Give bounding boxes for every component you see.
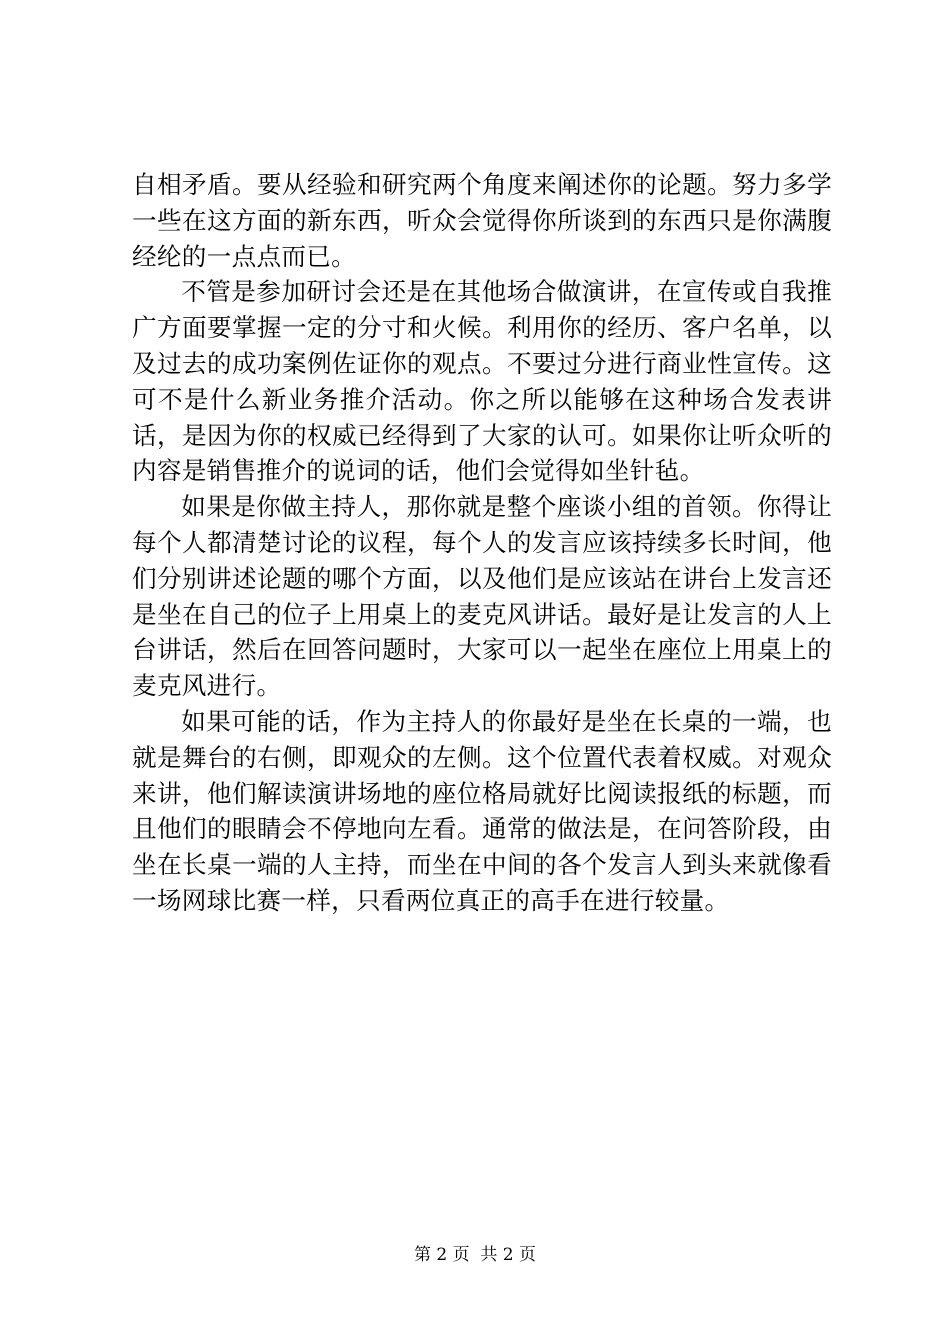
paragraph-3: 如果是你做主持人，那你就是整个座谈小组的首领。你得让每个人都清楚讨论的议程，每个人的发言应该持续多长时间，他们分别讲述论题的哪个方面，以及他们是应该站在讲台上发言还是坐在自己的位子上用桌上的麦克风讲话。最好是让发言的人上台讲话，然后在回答问题时，大家可以一起坐在座位上用桌上的麦克风进行。 xyxy=(132,492,832,701)
page-number-footer: 第 2 页 共 2 页 xyxy=(413,1245,537,1265)
paragraph-2: 不管是参加研讨会还是在其他场合做演讲，在宣传或自我推广方面要掌握一定的分寸和火候。利用你的经历、客户名单，以及过去的成功案例佐证你的观点。不要过分进行商业性宣传。这可不是什么新业务推介活动。你之所以能够在这种场合发表讲话，是因为你的权威已经得到了大家的认可。如果你让听众听的内容是销售推介的说词的话，他们会觉得如坐针毡。 xyxy=(132,277,832,486)
paragraph-4: 如果可能的话，作为主持人的你最好是坐在长桌的一端，也就是舞台的右侧，即观众的左侧。这个位置代表着权威。对观众来讲，他们解读演讲场地的座位格局就好比阅读报纸的标题，而且他们的眼睛会不停地向左看。通常的做法是，在问答阶段，由坐在长桌一端的人主持，而坐在中间的各个发言人到头来就像看一场网球比赛一样，只看两位真正的高手在进行较量。 xyxy=(132,706,832,915)
document-body xyxy=(132,167,832,919)
paragraph-1: 自相矛盾。要从经验和研究两个角度来阐述你的论题。努力多学一些在这方面的新东西，听众会觉得你所谈到的东西只是你满腹经纶的一点点而已。 xyxy=(132,170,832,271)
